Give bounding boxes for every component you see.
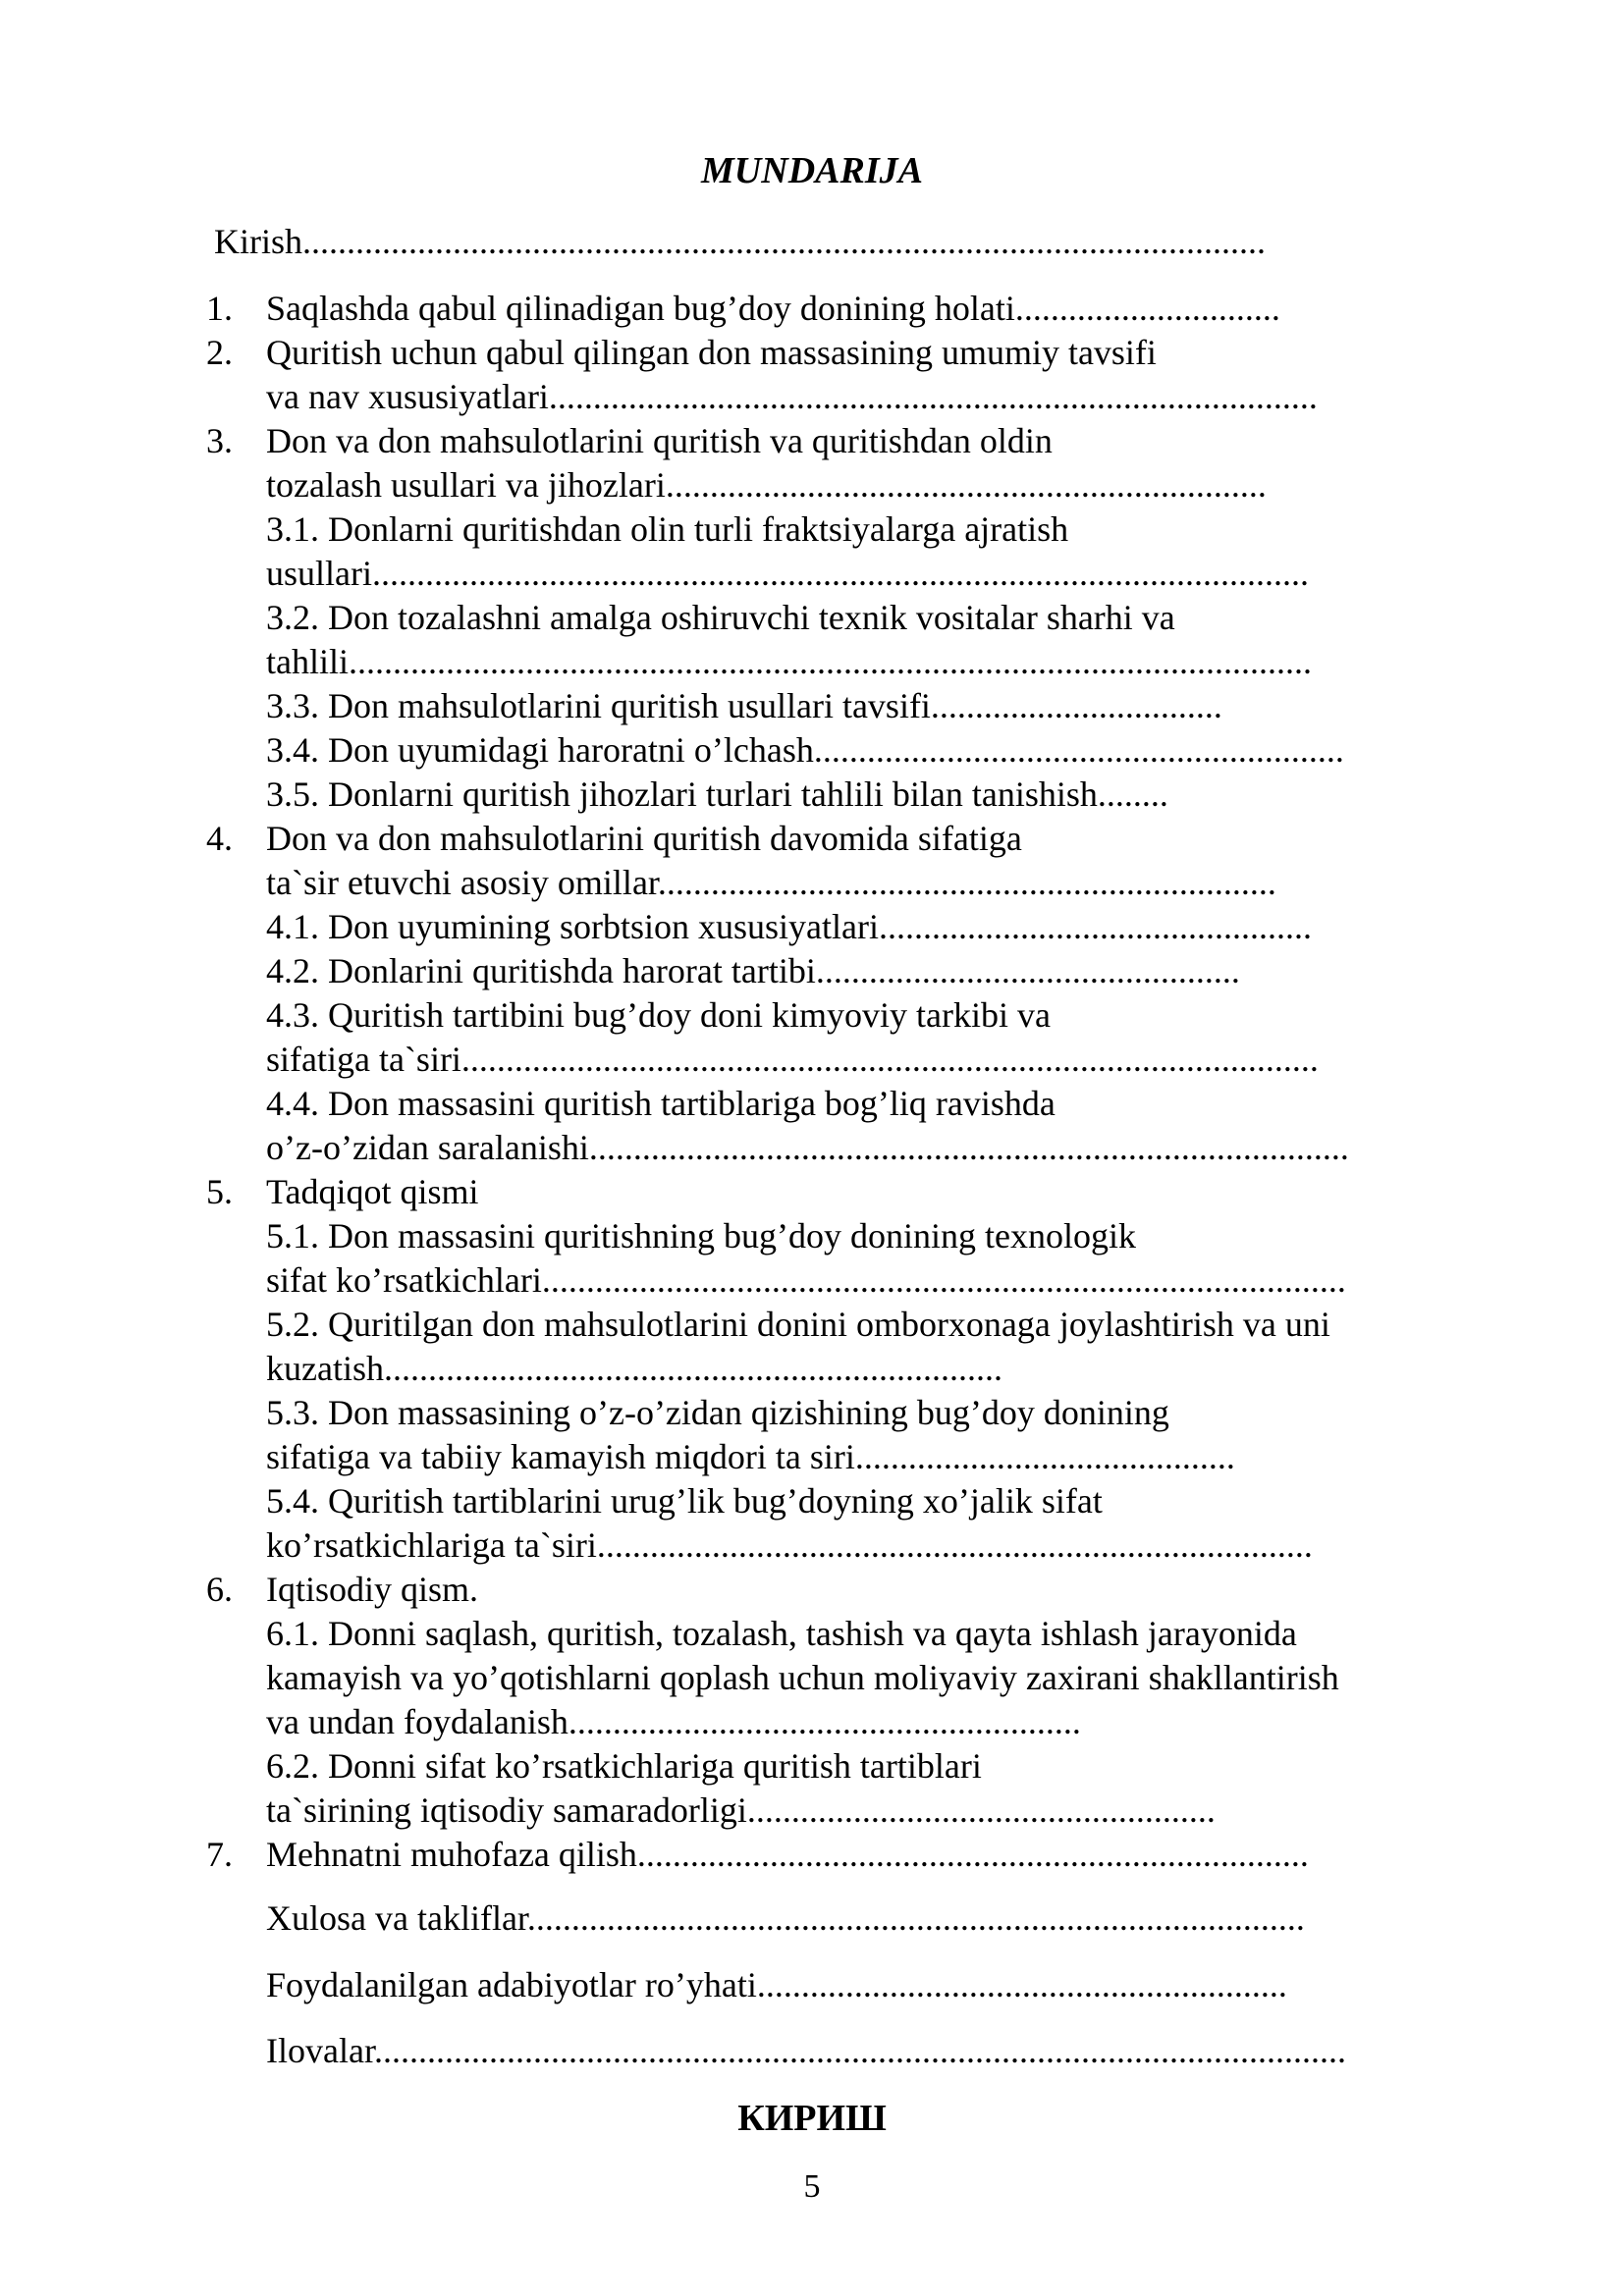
toc-entry-line: Quritish uchun qabul qilingan don massasining umumiy tavsifi [266, 333, 1157, 372]
section-heading: КИРИШ [737, 2098, 887, 2139]
toc-entry-line: Don va don mahsulotlarini quritish davomida sifatiga [266, 819, 1022, 858]
toc-entry-line: 4.3. Quritish tartibini bug’doy doni kimyoviy tarkibi va [266, 995, 1051, 1035]
toc-entry-line: 3.3. Don mahsulotlarini quritish usullari tavsifi................................. [266, 686, 1222, 725]
toc-entry-line: ta`sirining iqtisodiy samaradorligi..................................................... [266, 1790, 1216, 1830]
toc-entry-line: va nav xususiyatlari....................................................................................... [266, 377, 1318, 416]
toc-entry-line: 3.5. Donlarni quritish jihozlari turlari tahlili bilan tanishish........ [266, 774, 1168, 814]
toc-entry-line: Tadqiqot qismi [266, 1172, 479, 1211]
toc-closing-entry: Xulosa va takliflar........................................................................................ [266, 1898, 1305, 1938]
toc-entry-line: 4.2. Donlarini quritishda harorat tartibi................................................ [266, 951, 1240, 990]
toc-entry-line: 4.4. Don massasini quritish tartiblariga bog’liq ravishda [266, 1084, 1056, 1123]
toc-entry-line: ko’rsatkichlariga ta`siri................................................................................. [266, 1525, 1313, 1565]
toc-item-number: 4. [206, 819, 233, 858]
toc-entry-line: 5.2. Quritilgan don mahsulotlarini donini omborxonaga joylashtirish va uni [266, 1305, 1330, 1344]
toc-entry-line: Iqtisodiy qism. [266, 1570, 479, 1609]
toc-item-number: 7. [206, 1835, 233, 1874]
toc-entry-line: kuzatish...................................................................... [266, 1349, 1002, 1388]
toc-intro: Kirish............................................................................................................. [214, 222, 1266, 261]
toc-item-number: 3. [206, 421, 233, 460]
toc-entry-line: tozalash usullari va jihozlari.................................................................... [266, 465, 1267, 505]
toc-title: MUNDARIJA [701, 150, 923, 191]
page-number: 5 [803, 2168, 821, 2205]
toc-entry-line: 5.1. Don massasini quritishning bug’doy donining texnologik [266, 1216, 1136, 1255]
toc-entry-line: 6.1. Donni saqlash, quritish, tozalash, tashish va qayta ishlash jarayonida [266, 1614, 1297, 1653]
toc-entry-line: ta`sir etuvchi asosiy omillar...................................................................... [266, 863, 1276, 902]
toc-entry-line: 3.1. Donlarni quritishdan olin turli fraktsiyalarga ajratish [266, 509, 1069, 549]
toc-item-number: 5. [206, 1172, 233, 1211]
toc-entry-line: Saqlashda qabul qilinadigan bug’doy donining holati.............................. [266, 289, 1280, 328]
toc-entry-line: sifat ko’rsatkichlari........................................................................................... [266, 1260, 1346, 1300]
toc-entry-line: 3.4. Don uyumidagi haroratni o’lchash............................................................ [266, 730, 1344, 770]
toc-entry-line: usullari.......................................................................................................... [266, 554, 1309, 593]
toc-closing-entry: Foydalanilgan adabiyotlar ro’yhati............................................................ [266, 1965, 1287, 2004]
toc-entry-line: 6.2. Donni sifat ko’rsatkichlariga quritish tartiblari [266, 1746, 982, 1786]
toc-item-number: 1. [206, 289, 233, 328]
toc-entry-line: 5.4. Quritish tartiblarini urug’lik bug’doyning xo’jalik sifat [266, 1481, 1103, 1521]
toc-entry-line: sifatiga va tabiiy kamayish miqdori ta siri........................................... [266, 1437, 1235, 1476]
toc-entry-line: 4.1. Don uyumining sorbtsion xususiyatlari................................................. [266, 907, 1312, 946]
toc-entry-line: 3.2. Don tozalashni amalga oshiruvchi texnik vositalar sharhi va [266, 598, 1175, 637]
toc-entry-line: Don va don mahsulotlarini quritish va quritishdan oldin [266, 421, 1053, 460]
toc-entry-line: Mehnatni muhofaza qilish............................................................................ [266, 1835, 1309, 1874]
toc-entry-line: 5.3. Don massasining o’z-o’zidan qizishining bug’doy donining [266, 1393, 1169, 1432]
toc-entry-line: o’z-o’zidan saralanishi...................................................................................... [266, 1128, 1349, 1167]
toc-item-number: 2. [206, 333, 233, 372]
toc-entry-line: sifatiga ta`siri................................................................................................. [266, 1040, 1319, 1079]
toc-item-number: 6. [206, 1570, 233, 1609]
toc-closing-entry: Ilovalar.............................................................................................................. [266, 2031, 1346, 2070]
toc-entry-line: kamayish va yo’qotishlarni qoplash uchun moliyaviy zaxirani shakllantirish [266, 1658, 1339, 1697]
toc-entry-line: tahlili............................................................................................................. [266, 642, 1312, 681]
toc-entry-line: va undan foydalanish.......................................................... [266, 1702, 1081, 1741]
